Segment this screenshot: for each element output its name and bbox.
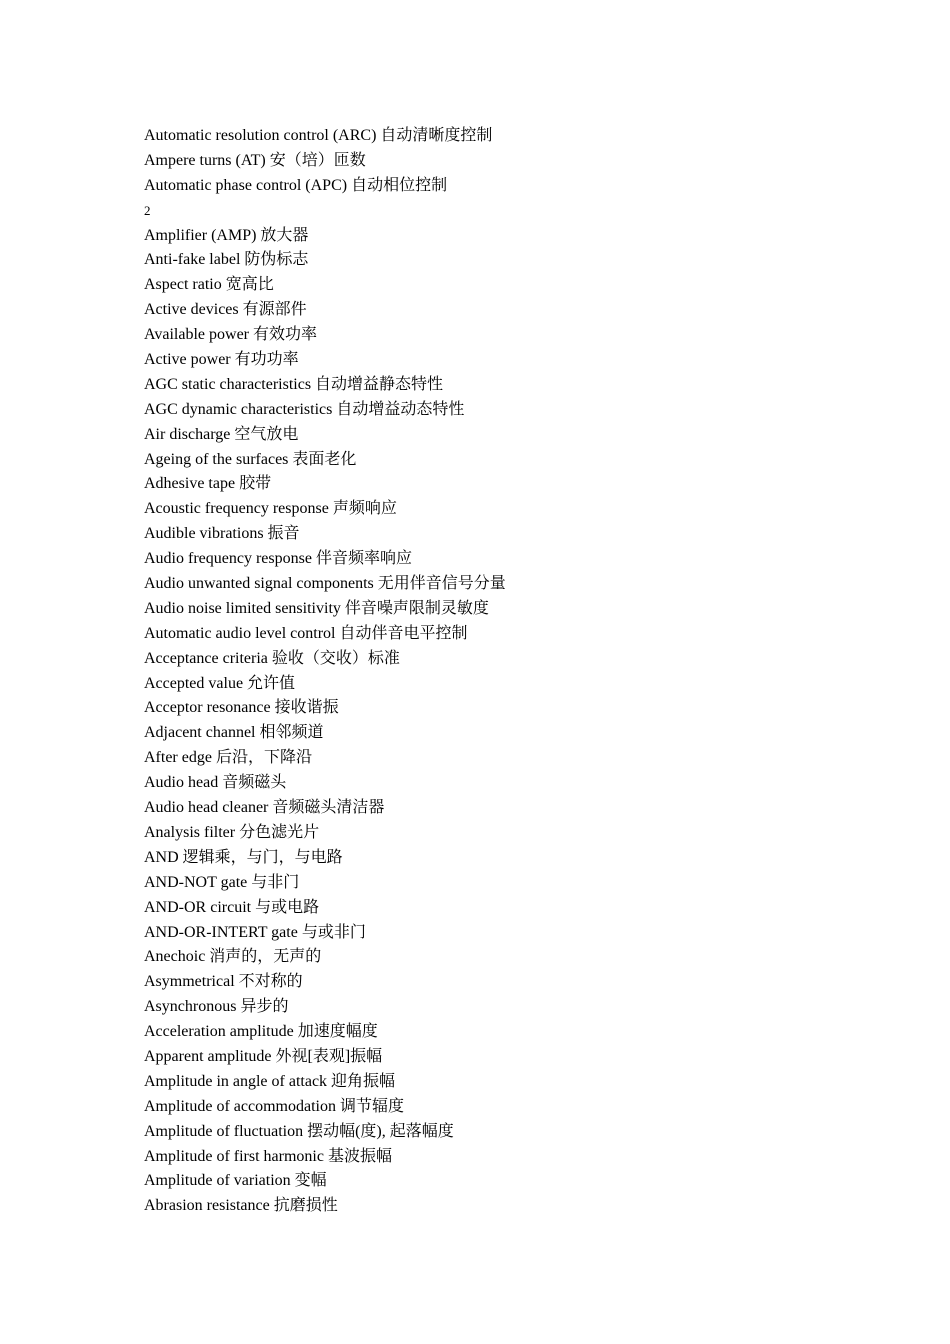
glossary-entry: Accepted value 允许值 xyxy=(144,674,296,692)
glossary-entry: AND 逻辑乘，与门，与电路 xyxy=(144,848,343,866)
glossary-entry: Amplitude of fluctuation 摆动幅(度), 起落幅度 xyxy=(144,1122,454,1140)
glossary-entry: Automatic phase control (APC) 自动相位控制 xyxy=(144,176,448,194)
glossary-list xyxy=(144,124,506,1219)
glossary-entry: Adjacent channel 相邻频道 xyxy=(144,724,324,742)
glossary-entry: Asynchronous 异步的 xyxy=(144,998,289,1016)
glossary-entry: Anti-fake label 防伪标志 xyxy=(144,251,309,269)
glossary-entry: Active devices 有源部件 xyxy=(144,301,307,319)
glossary-entry: Audio frequency response 伴音频率响应 xyxy=(144,550,412,568)
glossary-entry: Acceleration amplitude 加速度幅度 xyxy=(144,1023,378,1041)
glossary-entry: Ampere turns (AT) 安（培）匝数 xyxy=(144,151,366,169)
glossary-entry: Amplitude of variation 变幅 xyxy=(144,1172,327,1190)
glossary-entry: AND-OR circuit 与或电路 xyxy=(144,898,320,916)
glossary-entry: Acoustic frequency response 声频响应 xyxy=(144,500,397,518)
page-number: 2 xyxy=(144,202,151,218)
glossary-entry: Adhesive tape 胶带 xyxy=(144,475,272,493)
glossary-entry: AND-NOT gate 与非门 xyxy=(144,873,300,891)
glossary-entry: Amplitude of accommodation 调节辐度 xyxy=(144,1097,404,1115)
glossary-entry: Active power 有功功率 xyxy=(144,351,299,369)
glossary-entry: Analysis filter 分色滤光片 xyxy=(144,823,320,841)
glossary-entry: Automatic resolution control (ARC) 自动清晰度控制 xyxy=(144,127,493,144)
glossary-entry: Aspect ratio 宽高比 xyxy=(144,276,274,294)
glossary-entry: Apparent amplitude 外视[表观]振幅 xyxy=(144,1047,383,1065)
glossary-entry: Amplitude of first harmonic 基波振幅 xyxy=(144,1147,392,1165)
glossary-entry: Audio head 音频磁头 xyxy=(144,774,287,792)
glossary-entry: Abrasion resistance 抗磨损性 xyxy=(144,1197,338,1215)
glossary-entry: Audio unwanted signal components 无用伴音信号分量 xyxy=(144,575,506,593)
glossary-entry: Automatic audio level control 自动伴音电平控制 xyxy=(144,624,468,642)
glossary-entry: Audio noise limited sensitivity 伴音噪声限制灵敏度 xyxy=(144,599,489,617)
glossary-entry: Acceptance criteria 验收（交收）标准 xyxy=(144,649,400,667)
glossary-entry: Amplifier (AMP) 放大器 xyxy=(144,226,309,244)
glossary-entry: Ageing of the surfaces 表面老化 xyxy=(144,450,357,468)
glossary-entry: Asymmetrical 不对称的 xyxy=(144,973,303,991)
glossary-entry: After edge 后沿，下降沿 xyxy=(144,749,312,767)
glossary-entry: Audio head cleaner 音频磁头清洁器 xyxy=(144,799,385,817)
glossary-entry: Audible vibrations 振音 xyxy=(144,525,300,543)
glossary-entry: AGC dynamic characteristics 自动增益动态特性 xyxy=(144,400,465,418)
glossary-entry: Acceptor resonance 接收谐振 xyxy=(144,699,339,717)
glossary-entry: AND-OR-INTERT gate 与或非门 xyxy=(144,923,366,941)
glossary-entry: Anechoic 消声的，无声的 xyxy=(144,948,322,966)
glossary-entry: AGC static characteristics 自动增益静态特性 xyxy=(144,375,444,393)
glossary-entry: Amplitude in angle of attack 迎角振幅 xyxy=(144,1072,396,1090)
glossary-entry: Air discharge 空气放电 xyxy=(144,425,299,443)
glossary-entry: Available power 有效功率 xyxy=(144,326,317,344)
